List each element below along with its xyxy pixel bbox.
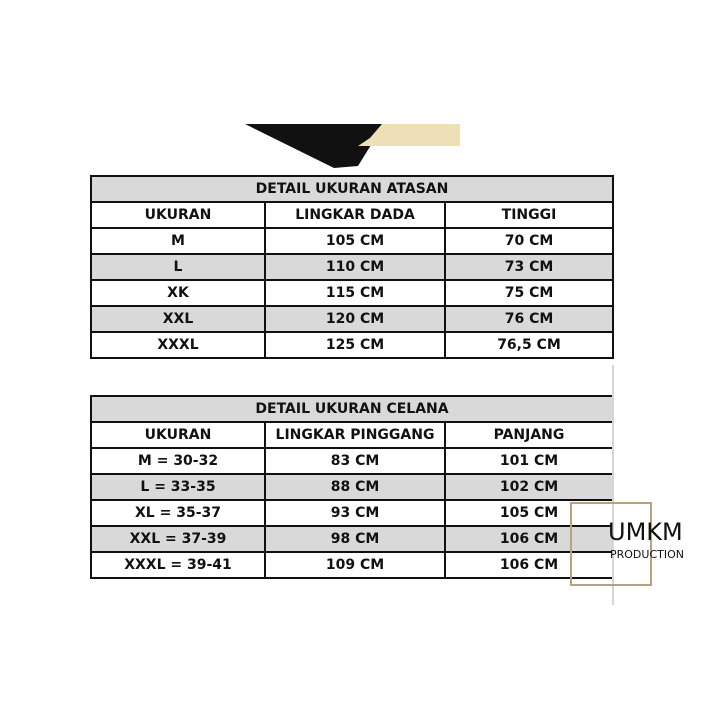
column-header-size: UKURAN xyxy=(91,422,265,448)
top-size-table xyxy=(90,175,614,359)
column-header-chest: LINGKAR DADA xyxy=(265,202,445,228)
pants-size-table-title: DETAIL UKURAN CELANA xyxy=(91,396,613,422)
size-cell: XXXL xyxy=(91,332,265,358)
top-size-table-title: DETAIL UKURAN ATASAN xyxy=(91,176,613,202)
length-cell: 101 CM xyxy=(445,448,613,474)
size-cell: XXL xyxy=(91,306,265,332)
chest-cell: 120 CM xyxy=(265,306,445,332)
chest-cell: 110 CM xyxy=(265,254,445,280)
size-cell: M = 30-32 xyxy=(91,448,265,474)
length-cell: 106 CM xyxy=(445,526,613,552)
umkm-watermark-logo xyxy=(570,502,700,584)
chest-cell: 115 CM xyxy=(265,280,445,306)
size-cell: L = 33-35 xyxy=(91,474,265,500)
watermark-subtitle: PRODUCTION xyxy=(610,548,684,561)
table-row xyxy=(91,332,613,358)
size-cell: XXL = 37-39 xyxy=(91,526,265,552)
table-row xyxy=(91,500,613,526)
length-cell: 102 CM xyxy=(445,474,613,500)
height-cell: 70 CM xyxy=(445,228,613,254)
length-cell: 105 CM xyxy=(445,500,613,526)
waist-cell: 83 CM xyxy=(265,448,445,474)
size-cell: M xyxy=(91,228,265,254)
table-row xyxy=(91,526,613,552)
table-row xyxy=(91,474,613,500)
size-cell: L xyxy=(91,254,265,280)
waist-cell: 93 CM xyxy=(265,500,445,526)
waist-cell: 88 CM xyxy=(265,474,445,500)
table-row xyxy=(91,254,613,280)
height-cell: 73 CM xyxy=(445,254,613,280)
chest-cell: 105 CM xyxy=(265,228,445,254)
size-cell: XXXL = 39-41 xyxy=(91,552,265,578)
watermark-title: UMKM xyxy=(608,518,683,546)
column-header-height: TINGGI xyxy=(445,202,613,228)
table-row xyxy=(91,306,613,332)
height-cell: 75 CM xyxy=(445,280,613,306)
column-header-waist: LINGKAR PINGGANG xyxy=(265,422,445,448)
table-row xyxy=(91,228,613,254)
table-row xyxy=(91,280,613,306)
length-cell: 106 CM xyxy=(445,552,613,578)
size-cell: XK xyxy=(91,280,265,306)
pants-size-table xyxy=(90,395,614,579)
height-cell: 76,5 CM xyxy=(445,332,613,358)
table-row xyxy=(91,448,613,474)
waist-cell: 98 CM xyxy=(265,526,445,552)
table-row xyxy=(91,552,613,578)
column-header-size: UKURAN xyxy=(91,202,265,228)
fabric-swatch-image xyxy=(240,122,464,170)
column-header-length: PANJANG xyxy=(445,422,613,448)
chest-cell: 125 CM xyxy=(265,332,445,358)
size-cell: XL = 35-37 xyxy=(91,500,265,526)
height-cell: 76 CM xyxy=(445,306,613,332)
waist-cell: 109 CM xyxy=(265,552,445,578)
